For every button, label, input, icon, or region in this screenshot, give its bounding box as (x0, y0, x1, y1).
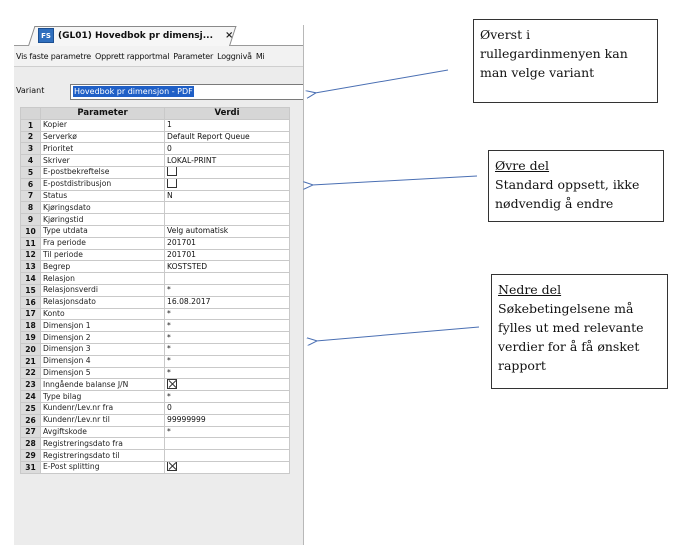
row-number: 2 (21, 131, 41, 143)
checkbox-checked[interactable] (167, 379, 177, 389)
value-cell[interactable]: Default Report Queue (165, 131, 290, 143)
callout-line: verdier for å få ønsket (498, 339, 640, 354)
table-row[interactable] (21, 143, 290, 155)
value-cell[interactable]: * (165, 320, 290, 332)
value-cell[interactable]: * (165, 343, 290, 355)
table-row[interactable] (21, 166, 290, 178)
grid-corner (21, 108, 41, 120)
parameter-cell: Kjøringsdato (41, 202, 165, 214)
arrow-to-variant (315, 70, 448, 93)
toolbar-item[interactable]: Opprett rapportmal (94, 51, 170, 61)
row-number: 25 (21, 402, 41, 414)
value-cell[interactable]: Velg automatisk (165, 225, 290, 237)
parameter-grid-area (14, 104, 303, 545)
row-number: 27 (21, 426, 41, 438)
variant-label: Variant (16, 86, 45, 95)
fs-app-icon: FS (38, 28, 54, 43)
value-cell[interactable]: 1 (165, 119, 290, 131)
row-number: 28 (21, 438, 41, 450)
parameter-cell: Type bilag (41, 391, 165, 403)
row-number: 4 (21, 155, 41, 167)
parameter-cell: Kundenr/Lev.nr til (41, 414, 165, 426)
callout-line: Standard oppsett, ikke (495, 177, 640, 192)
table-row[interactable] (21, 225, 290, 237)
close-icon[interactable]: × (225, 30, 234, 41)
parameter-cell: Kopier (41, 119, 165, 131)
table-row[interactable] (21, 261, 290, 273)
callout-line: man velge variant (480, 65, 595, 80)
table-row[interactable] (21, 332, 290, 344)
table-row[interactable] (21, 308, 290, 320)
value-cell[interactable] (165, 178, 290, 190)
parameter-cell: Dimensjon 3 (41, 343, 165, 355)
parameter-cell: Fra periode (41, 237, 165, 249)
value-cell[interactable] (165, 202, 290, 214)
row-number: 7 (21, 190, 41, 202)
table-row[interactable] (21, 202, 290, 214)
row-number: 16 (21, 296, 41, 308)
value-cell[interactable]: N (165, 190, 290, 202)
value-cell[interactable] (165, 273, 290, 285)
row-number: 8 (21, 202, 41, 214)
parameter-cell: Dimensjon 2 (41, 332, 165, 344)
value-cell[interactable]: 201701 (165, 249, 290, 261)
row-number: 18 (21, 320, 41, 332)
column-header-value[interactable]: Verdi (165, 108, 290, 120)
callout-heading: Øvre del (495, 158, 550, 173)
table-row[interactable] (21, 414, 290, 426)
parameter-cell: Relasjonsverdi (41, 284, 165, 296)
row-number: 26 (21, 414, 41, 426)
parameter-cell: Inngående balanse J/N (41, 379, 165, 391)
table-row[interactable] (21, 461, 290, 473)
row-number: 6 (21, 178, 41, 190)
value-cell[interactable] (165, 438, 290, 450)
value-cell[interactable]: 201701 (165, 237, 290, 249)
callout-line: nødvendig å endre (495, 196, 614, 211)
value-cell[interactable]: KOSTSTED (165, 261, 290, 273)
callout-lower-part (491, 274, 668, 389)
table-row[interactable] (21, 343, 290, 355)
parameter-cell: Dimensjon 5 (41, 367, 165, 379)
table-row[interactable] (21, 296, 290, 308)
toolbar-item[interactable]: Vis faste parametre (16, 51, 91, 61)
callout-line: fylles ut med relevante (498, 320, 644, 335)
toolbar-item[interactable]: Loggnivå (217, 51, 252, 61)
table-row[interactable] (21, 237, 290, 249)
callout-upper-part (488, 150, 664, 222)
column-header-parameter[interactable]: Parameter (41, 108, 165, 120)
checkbox-unchecked[interactable] (167, 166, 177, 176)
row-number: 14 (21, 273, 41, 285)
parameter-cell: Kundenr/Lev.nr fra (41, 402, 165, 414)
value-cell[interactable]: 0 (165, 143, 290, 155)
checkbox-checked[interactable] (167, 461, 177, 471)
value-cell[interactable] (165, 450, 290, 462)
arrow-to-lower-part (316, 327, 479, 341)
row-number: 31 (21, 461, 41, 473)
tab-strip (14, 25, 303, 46)
row-number: 1 (21, 119, 41, 131)
table-row[interactable] (21, 190, 290, 202)
variant-selected-value: Hovedbok pr dimensjon - PDF (74, 87, 193, 96)
value-cell[interactable]: * (165, 367, 290, 379)
checkbox-unchecked[interactable] (167, 178, 177, 188)
table-row[interactable] (21, 426, 290, 438)
blank-strip (14, 67, 303, 81)
parameter-cell: Relasjon (41, 273, 165, 285)
screenshot-panel (14, 25, 304, 545)
parameter-cell: E-Post splitting (41, 461, 165, 473)
table-row[interactable] (21, 273, 290, 285)
parameter-cell: Type utdata (41, 225, 165, 237)
parameter-cell: Dimensjon 4 (41, 355, 165, 367)
table-row[interactable] (21, 284, 290, 296)
parameter-cell: Dimensjon 1 (41, 320, 165, 332)
callout-heading: Nedre del (498, 282, 562, 297)
table-row[interactable] (21, 155, 290, 167)
row-number: 24 (21, 391, 41, 403)
parameter-cell: Skriver (41, 155, 165, 167)
table-row[interactable] (21, 119, 290, 131)
toolbar-item[interactable]: Mi (255, 51, 265, 61)
variant-dropdown[interactable] (70, 84, 304, 100)
table-row[interactable] (21, 355, 290, 367)
tab-title: (GL01) Hovedbok pr dimensj... (58, 30, 214, 41)
arrow-to-upper-part (312, 176, 477, 185)
parameter-cell: Serverkø (41, 131, 165, 143)
value-cell[interactable] (165, 214, 290, 226)
callout-line: Søkebetingelsene må (498, 301, 634, 316)
parameter-cell: Relasjonsdato (41, 296, 165, 308)
parameter-cell: Avgiftskode (41, 426, 165, 438)
table-row[interactable] (21, 450, 290, 462)
value-cell[interactable]: * (165, 284, 290, 296)
row-number: 12 (21, 249, 41, 261)
row-number: 9 (21, 214, 41, 226)
row-number: 19 (21, 332, 41, 344)
report-tab-content[interactable] (38, 27, 233, 44)
callout-line: Øverst i (480, 27, 531, 42)
parameter-grid (20, 107, 290, 474)
parameter-cell: Kjøringstid (41, 214, 165, 226)
value-cell[interactable]: * (165, 308, 290, 320)
parameter-cell: Begrep (41, 261, 165, 273)
row-number: 11 (21, 237, 41, 249)
parameter-cell: Registreringsdato til (41, 450, 165, 462)
callout-line: rullegardinmenyen kan (480, 46, 628, 61)
row-number: 5 (21, 166, 41, 178)
row-number: 20 (21, 343, 41, 355)
value-cell[interactable]: 0 (165, 402, 290, 414)
table-row[interactable] (21, 178, 290, 190)
value-cell[interactable] (165, 461, 290, 473)
row-number: 13 (21, 261, 41, 273)
parameter-cell: Konto (41, 308, 165, 320)
variant-row (14, 82, 303, 100)
table-row[interactable] (21, 438, 290, 450)
table-row[interactable] (21, 391, 290, 403)
row-number: 21 (21, 355, 41, 367)
row-number: 10 (21, 225, 41, 237)
parameter-cell: Til periode (41, 249, 165, 261)
callout-line: rapport (498, 358, 546, 373)
table-row[interactable] (21, 249, 290, 261)
value-cell[interactable]: 99999999 (165, 414, 290, 426)
row-number: 17 (21, 308, 41, 320)
value-cell[interactable]: * (165, 426, 290, 438)
value-cell[interactable] (165, 166, 290, 178)
toolbar (14, 46, 303, 67)
row-number: 22 (21, 367, 41, 379)
row-number: 15 (21, 284, 41, 296)
value-cell[interactable]: * (165, 332, 290, 344)
table-row[interactable] (21, 131, 290, 143)
table-row[interactable] (21, 379, 290, 391)
table-row[interactable] (21, 214, 290, 226)
parameter-cell: E-postbekreftelse (41, 166, 165, 178)
parameter-cell: Status (41, 190, 165, 202)
parameter-cell: E-postdistribusjon (41, 178, 165, 190)
row-number: 23 (21, 379, 41, 391)
value-cell[interactable] (165, 379, 290, 391)
parameter-cell: Registreringsdato fra (41, 438, 165, 450)
callout-variant (473, 19, 658, 103)
row-number: 3 (21, 143, 41, 155)
row-number: 29 (21, 450, 41, 462)
table-row[interactable] (21, 320, 290, 332)
table-row[interactable] (21, 402, 290, 414)
table-row[interactable] (21, 367, 290, 379)
value-cell[interactable]: * (165, 355, 290, 367)
value-cell[interactable]: 16.08.2017 (165, 296, 290, 308)
toolbar-item[interactable]: Parameter (173, 51, 214, 61)
parameter-cell: Prioritet (41, 143, 165, 155)
value-cell[interactable]: LOKAL-PRINT (165, 155, 290, 167)
value-cell[interactable]: * (165, 391, 290, 403)
